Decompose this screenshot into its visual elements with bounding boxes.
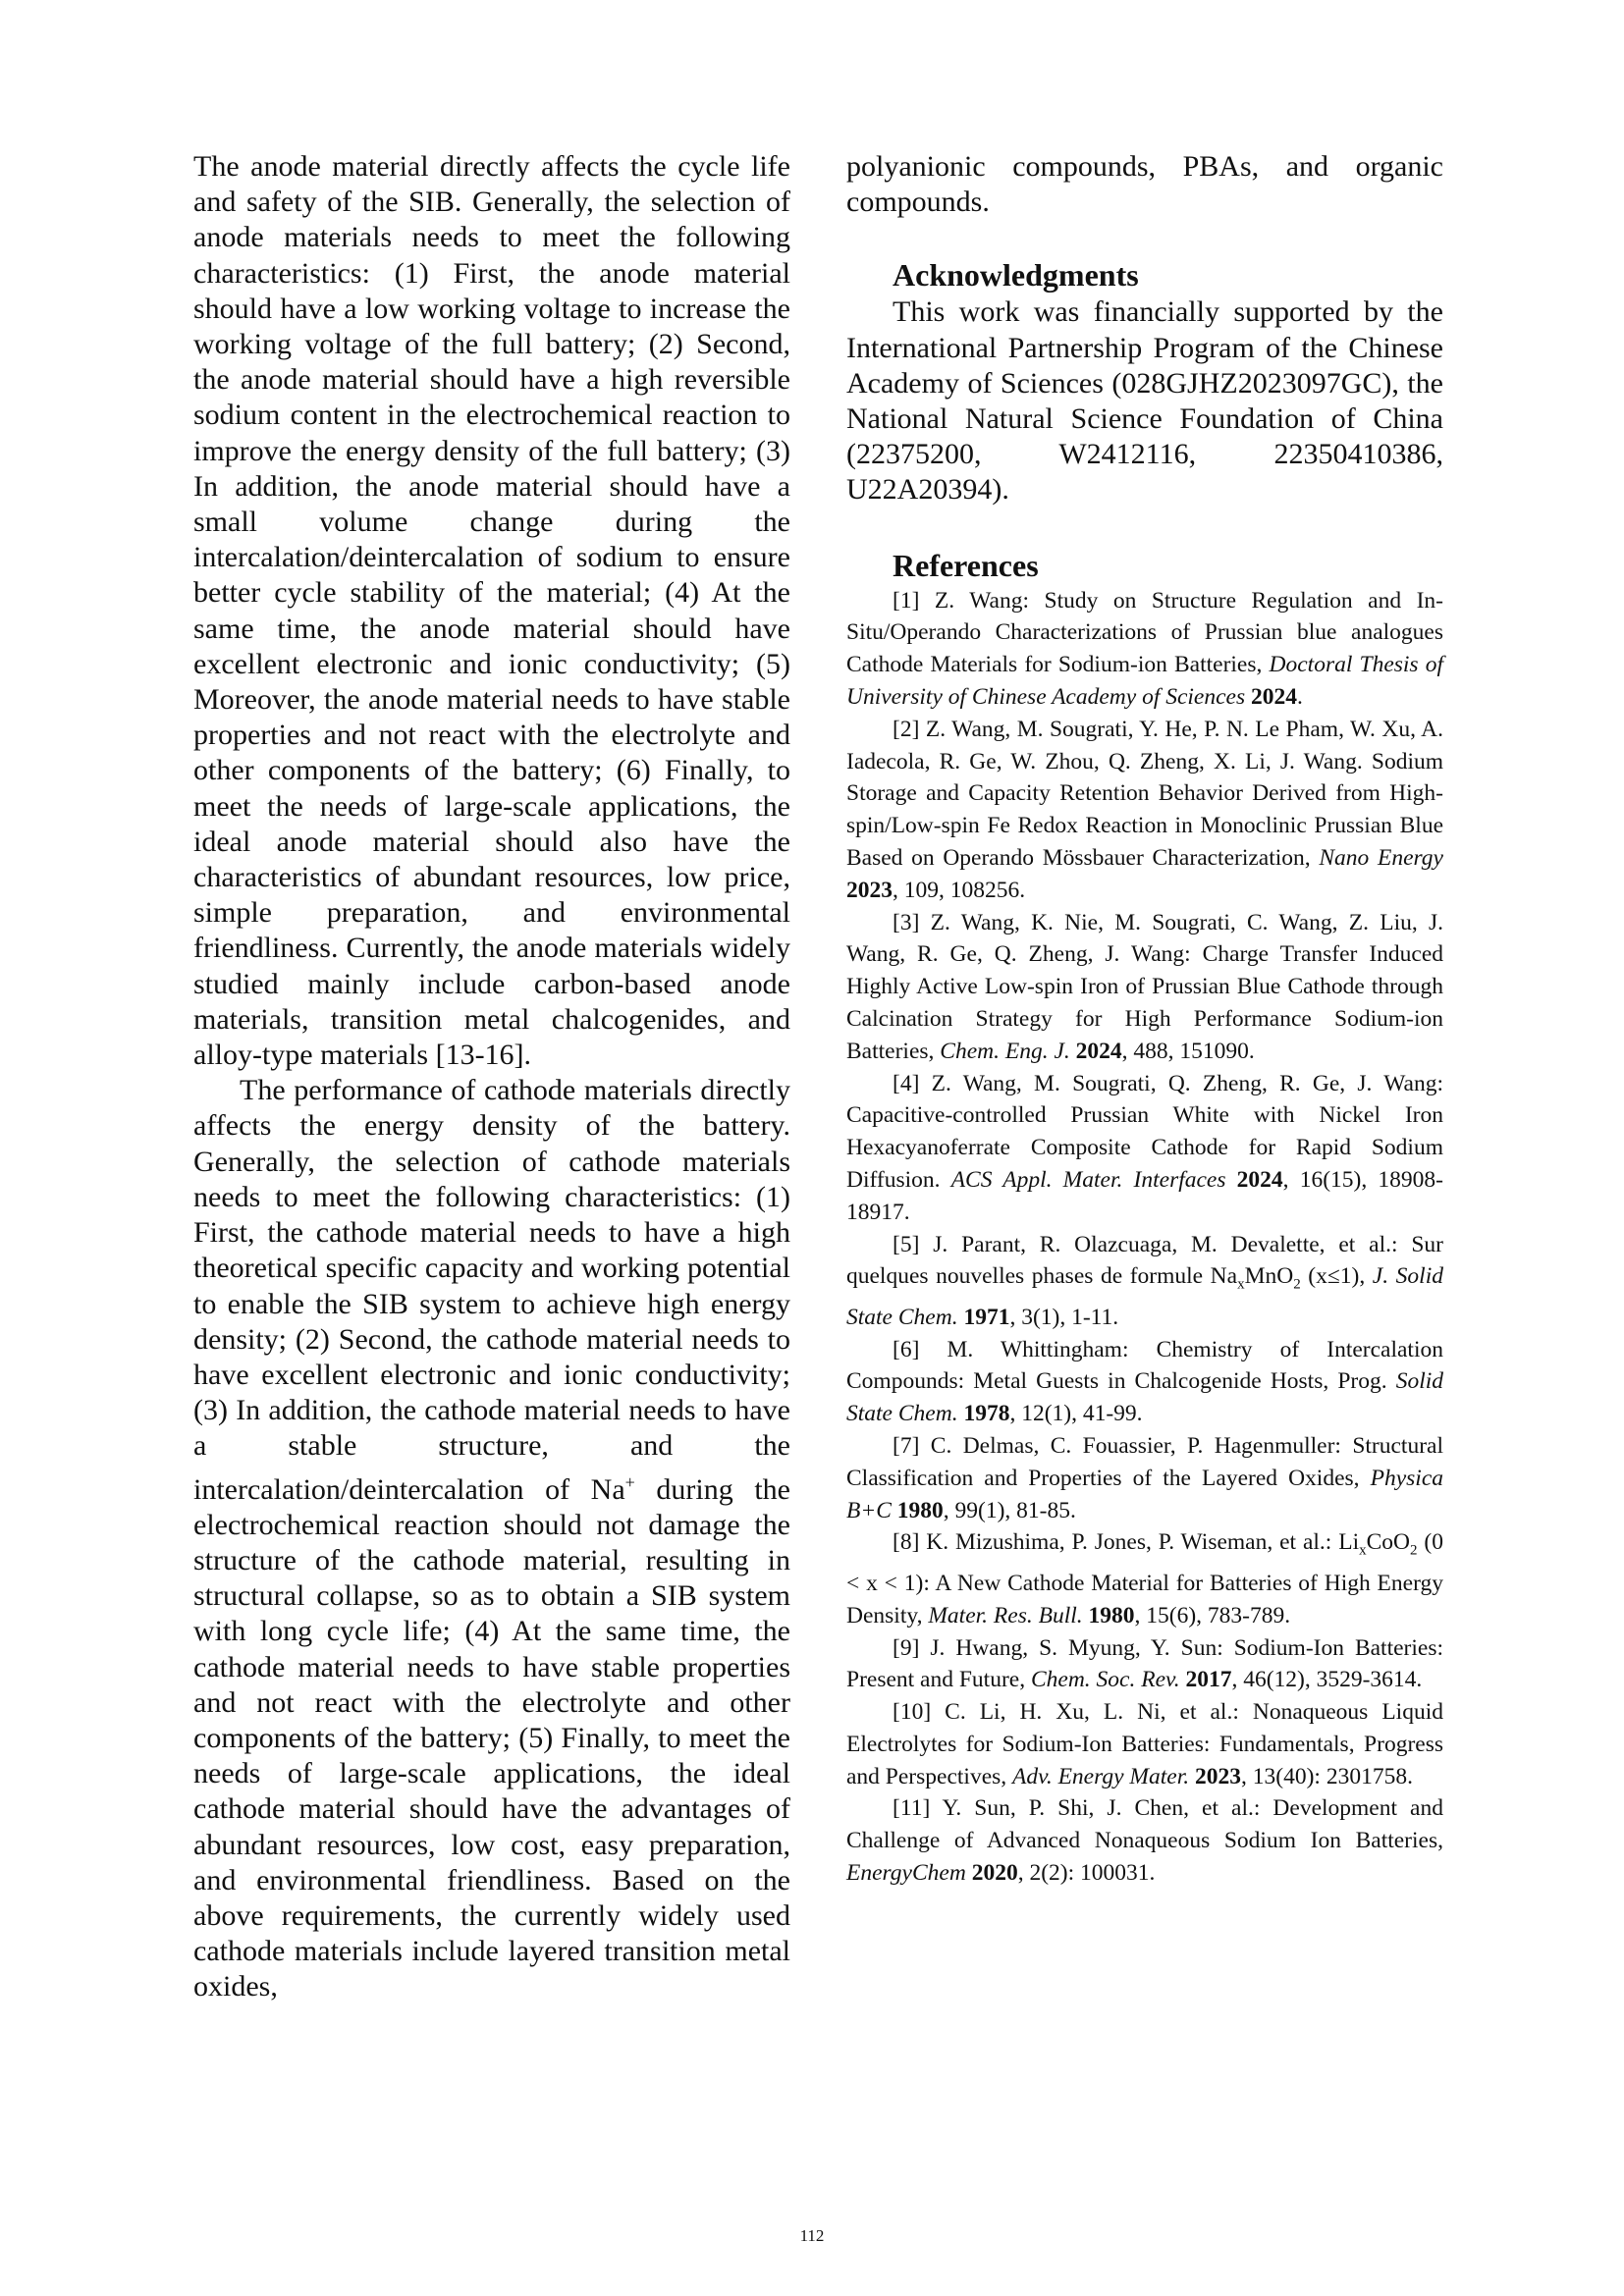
reference-year: 2017 (1185, 1667, 1232, 1693)
reference-year: 1978 (963, 1401, 1010, 1427)
reference-journal: EnergyChem (846, 1860, 966, 1887)
body-paragraph: polyanionic compounds, PBAs, and organic compounds. (846, 150, 1443, 219)
reference-journal: Solid State Chem. (846, 1368, 1443, 1427)
reference-text: , 46(12), 3529-3614. (1231, 1667, 1423, 1693)
reference-text: [7] C. Delmas, C. Fouassier, P. Hagenmuller: Structural Classification and Properties of the Layered Oxides, (846, 1433, 1443, 1491)
reference-item (846, 1430, 1443, 1526)
reference-year: 2024 (1075, 1038, 1122, 1064)
subscript: x (1359, 1543, 1367, 1560)
reference-journal: Adv. Energy Mater. (1012, 1763, 1190, 1789)
superscript: + (624, 1471, 635, 1492)
reference-text: [11] Y. Sun, P. Shi, J. Chen, et al.: Development and Challenge of Advanced Nonaqueous Sodium Ion Batteries, (846, 1795, 1443, 1854)
reference-text: . (1297, 684, 1303, 711)
reference-item (846, 1334, 1443, 1430)
reference-text: [1] Z. Wang: Study on Structure Regulation and In-Situ/Operando Characterizations of Prussian blue analogues Cathode Materials for Sodium-ion Batteries, (846, 587, 1443, 678)
reference-text: [4] Z. Wang, M. Sougrati, Q. Zheng, R. Ge, J. Wang: Capacitive-controlled Prussian White with Nickel Iron Hexacyanoferrate Composite Cathode for Rapid Sodium Diffusion. (846, 1070, 1443, 1193)
reference-year: 1971 (963, 1304, 1010, 1330)
reference-journal: Chem. Soc. Rev. (1030, 1667, 1180, 1693)
right-column (846, 149, 1443, 1890)
reference-text: [5] J. Parant, R. Olazcuaga, M. Devalette, et al.: Sur quelques nouvelles phases de formule Na (846, 1231, 1443, 1290)
reference-year: 2023 (846, 877, 893, 903)
reference-item (846, 907, 1443, 1068)
acknowledgments-text: This work was financially supported by the International Partnership Program of the Chinese Academy of Sciences (028GJHZ2023097GC), the National Natural Science Foundation of China (22375200, W2412116, 22350410386, U22A20394). (846, 295, 1443, 507)
acknowledgments-heading: Acknowledgments (893, 257, 1139, 294)
reference-text: (x≤1), (1300, 1263, 1373, 1290)
reference-text: [3] Z. Wang, K. Nie, M. Sougrati, C. Wang, Z. Liu, J. Wang, R. Ge, Q. Zheng, J. Wang: Charge Transfer Induced Highly Active Low-spin Iron of Prussian Blue Cathode through Calcination Strategy for High Performance Sodium-ion Batteries, (846, 909, 1443, 1064)
reference-item (846, 714, 1443, 907)
page-number: 112 (799, 2226, 825, 2245)
reference-item (846, 1792, 1443, 1889)
reference-item (846, 1696, 1443, 1792)
reference-text: , 3(1), 1-11. (1009, 1304, 1119, 1330)
reference-item (846, 1068, 1443, 1229)
reference-item (846, 1632, 1443, 1697)
reference-text: , 109, 108256. (893, 877, 1026, 903)
reference-item (846, 1229, 1443, 1334)
reference-text (1226, 1167, 1237, 1193)
body-paragraph (193, 1073, 790, 2004)
subscript: x (1237, 1277, 1245, 1294)
subscript: 2 (1293, 1277, 1301, 1294)
reference-text: [6] M. Whittingham: Chemistry of Intercalation Compounds: Metal Guests in Chalcogenide Hosts, Prog. (846, 1336, 1443, 1395)
reference-text: , 15(6), 783-789. (1134, 1602, 1291, 1629)
reference-text: , 99(1), 81-85. (943, 1497, 1076, 1523)
reference-journal: Physica B+C (846, 1465, 1443, 1523)
reference-text: [9] J. Hwang, S. Myung, Y. Sun: Sodium-Ion Batteries: Present and Future, (846, 1634, 1443, 1693)
reference-text: (0 < x < 1): A New Cathode Material for Batteries of High Energy Density, (846, 1529, 1443, 1629)
reference-text: , 13(40): 2301758. (1241, 1763, 1413, 1789)
reference-year: 1980 (1088, 1602, 1135, 1629)
subscript: 2 (1410, 1543, 1418, 1560)
reference-year: 2024 (1251, 684, 1297, 711)
reference-text: , 16(15), 18908-18917. (846, 1166, 1443, 1225)
reference-item (846, 1526, 1443, 1631)
reference-year: 2023 (1195, 1763, 1242, 1789)
reference-item (846, 585, 1443, 714)
reference-journal: Nano Energy (1319, 845, 1443, 871)
reference-journal: Mater. Res. Bull. (928, 1602, 1083, 1629)
left-column (193, 149, 790, 2005)
reference-list (846, 585, 1443, 1890)
references-heading: References (893, 547, 1039, 583)
reference-text: MnO (1244, 1263, 1294, 1290)
reference-year: 2020 (971, 1860, 1018, 1887)
reference-text: CoO (1366, 1529, 1411, 1556)
paragraph-text: during the electrochemical reaction should not damage the structure of the cathode material, resulting in structural collapse, so as to obtain a SIB system with long cycle life; (4) At the same time, the cathode material needs to have stable properties and not react with the electrolyte and other components of the battery; (5) Finally, to meet the needs of large-scale applications, the ideal cathode material should have the advantages of abundant resources, low cost, easy preparation, and environmental friendliness. Based on the above requirements, the currently widely used cathode materials include layered transition metal oxides, (193, 1472, 790, 2003)
reference-journal: ACS Appl. Mater. Interfaces (950, 1166, 1226, 1193)
reference-text: [10] C. Li, H. Xu, L. Ni, et al.: Nonaqueous Liquid Electrolytes for Sodium-Ion Batteries: Fundamentals, Progress and Perspectives, (846, 1699, 1443, 1789)
body-paragraph: The anode material directly affects the cycle life and safety of the SIB. Generally, the selection of anode materials needs to meet the following characteristics: (1) First, the anode material should have a low working voltage to increase the working voltage of the full battery; (2) Second, the anode material should have a high reversible sodium content in the electrochemical reaction to improve the energy density of the full battery; (3) In addition, the anode material should have a small volume change during the intercalation/deintercalation of sodium to ensure better cycle stability of the material; (4) At the same time, the anode material should have excellent electronic and ionic conductivity; (5) Moreover, the anode material needs to have stable properties and not react with the electrolyte and other components of the battery; (6) Finally, to meet the needs of large-scale applications, the ideal anode material should also have the characteristics of abundant resources, low price, simple preparation, and environmental friendliness. Currently, the anode materials widely studied mainly include carbon-based anode materials, transition metal chalcogenides, and alloy-type materials [13-16]. (193, 150, 790, 1072)
reference-text: [8] K. Mizushima, P. Jones, P. Wiseman, et al.: Li (893, 1529, 1360, 1556)
reference-text: [2] Z. Wang, M. Sougrati, Y. He, P. N. Le Pham, W. Xu, A. Iadecola, R. Ge, W. Zhou, Q. Zheng, X. Li, J. Wang. Sodium Storage and Capacity Retention Behavior Derived from High-spin/Low-spin Fe Redox Reaction in Monoclinic Prussian Blue Based on Operando Mössbauer Characterization, (846, 716, 1443, 871)
reference-journal: Chem. Eng. J. (940, 1038, 1070, 1064)
reference-text: , 12(1), 41-99. (1009, 1401, 1143, 1427)
paragraph-text: The performance of cathode materials directly affects the energy density of the battery. Generally, the selection of cathode materials needs to meet the following characteristics: (1) First, the cathode material needs to have a high theoretical specific capacity and working potential to enable the SIB system to achieve high energy density; (2) Second, the cathode material needs to have excellent electronic and ionic conductivity; (3) In addition, the cathode material needs to have a stable structure, and the intercalation/deintercalation of Na (193, 1074, 790, 1506)
reference-text: , 2(2): 100031. (1017, 1860, 1156, 1887)
reference-journal: Doctoral Thesis of University of Chinese Academy of Sciences (846, 652, 1443, 711)
reference-journal: J. Solid State Chem. (846, 1263, 1443, 1330)
reference-text: , 488, 151090. (1121, 1038, 1255, 1064)
reference-year: 2024 (1236, 1166, 1283, 1193)
reference-year: 1980 (896, 1497, 944, 1523)
